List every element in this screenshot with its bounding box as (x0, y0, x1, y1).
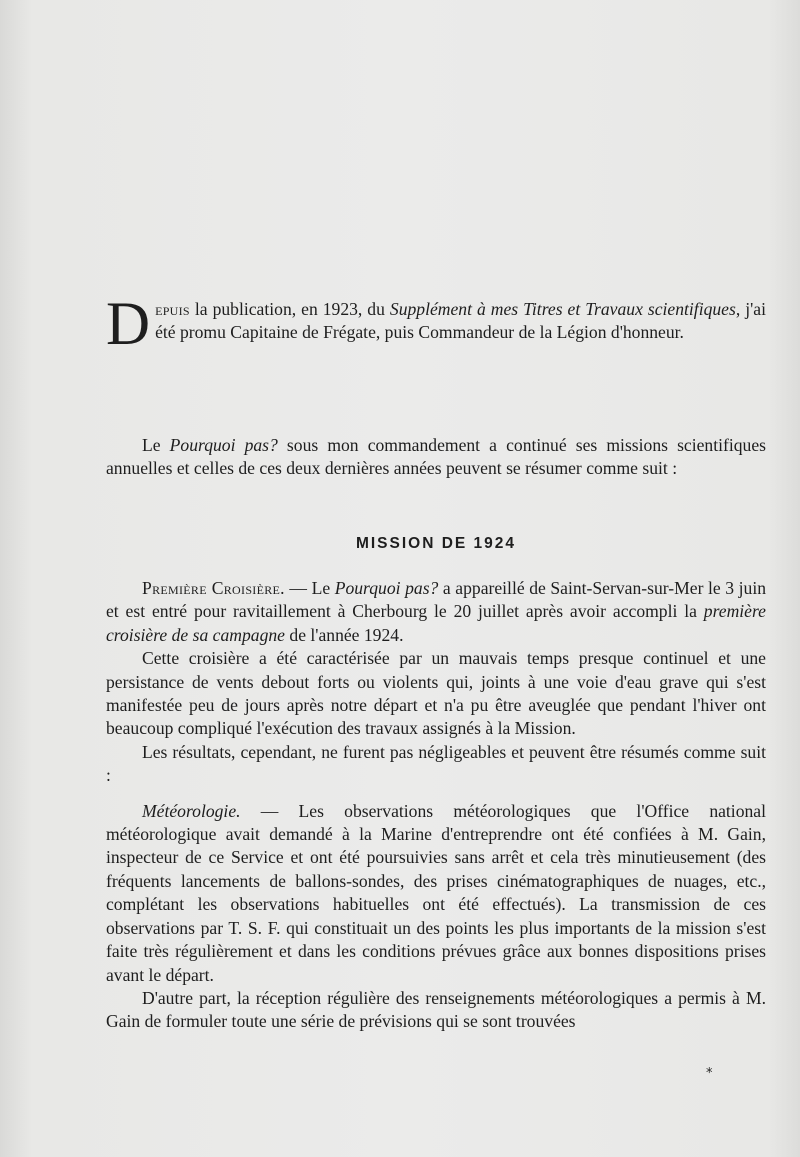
intro-paragraph: Depuis la publication, en 1923, du Supplément à mes Titres et Travaux scientifiques, j'ai été promu Capitaine de Frégate, puis Commandeur de la Légion d'honneur. (106, 291, 766, 358)
meteorology-paragraph: Météorologie. — Les observations météorologiques que l'Office national météorologique avait demandé à la Marine d'entreprendre ont été confiées à M. Gain, inspecteur de ce Service et ont été poursuivies sans arrêt et cela très minutieusement (des fréquents lancements de ballons-sondes, des prises cinématographiques de nuages, etc., complétant les observations habituelles ont été effectués). La transmission de ces observations par T. S. F. qui constituait un des points les plus importants de la mission s'est faite très régulièrement et dans les conditions prévues grâce aux bonnes dispositions prises avant le départ. (106, 800, 766, 985)
mission-intro-paragraph: Le Pourquoi pas? sous mon commandement a continué ses missions scientifiques annuelles et celles de ces deux dernières années peuvent se résumer comme suit : (106, 435, 766, 479)
publication-title: Supplément à mes Titres et Travaux scientifiques (389, 299, 736, 319)
weather-paragraph: Cette croisière a été caractérisée par un mauvais temps presque continuel et une persistance de vents debout forts ou violents qui, joints à une voie d'eau grave qui s'est manifestée peu de jours après notre départ et n'a pu être aveuglée que pendant l'hiver ont beaucoup compliqué l'exécution des travaux assignés à la Mission. (106, 648, 766, 739)
section-heading: MISSION DE 1924 (355, 535, 517, 552)
footer-mark: * (706, 1066, 713, 1081)
first-cruise-label: Première Croisière. (142, 578, 285, 598)
intro-first-word: epuis (155, 299, 190, 319)
forecast-paragraph: D'autre part, la réception régulière des renseignements météorologiques a permis à M. Gain de formuler toute une série de prévisions qui se sont trouvées (106, 987, 766, 1032)
ship-name: Pourquoi pas? (169, 435, 278, 455)
meteorology-label: Météorologie. (142, 800, 241, 821)
first-cruise-paragraph: Première Croisière. — Le Pourquoi pas? a appareillé de Saint-Servan-sur-Mer le 3 juin et est entré pour ravitaillement à Cherbourg le 20 juillet après avoir accompli la première croisière de sa campagne de l'année 1924. (106, 578, 767, 645)
section-body (106, 577, 766, 1034)
results-paragraph: Les résultats, cependant, ne furent pas négligeables et peuvent être résumés comme suit : (106, 741, 766, 786)
drop-cap: D (106, 291, 151, 358)
